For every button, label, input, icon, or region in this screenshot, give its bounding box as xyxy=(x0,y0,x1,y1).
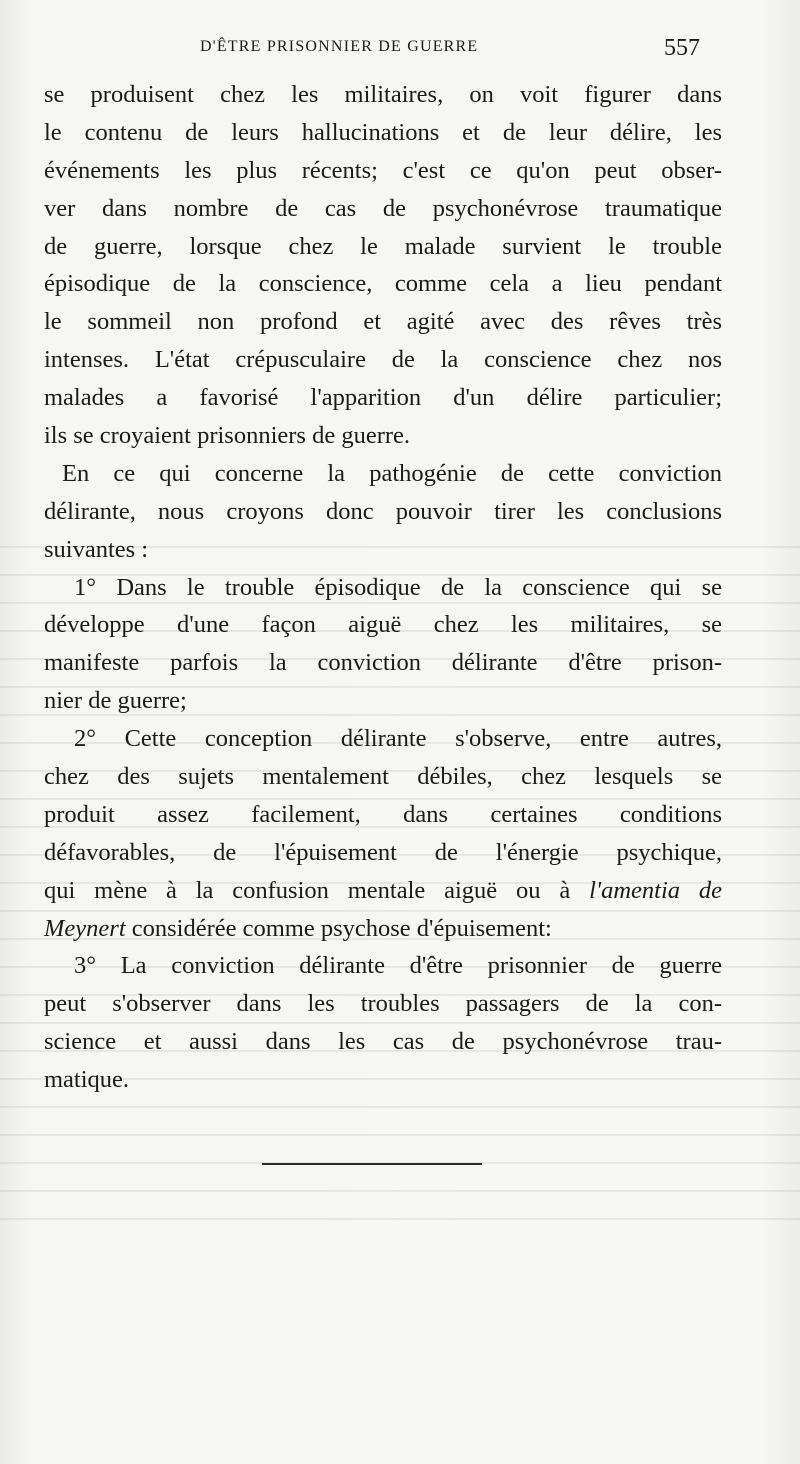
text-line: le contenu de leurs hallucinations et de leur délire, les xyxy=(44,118,722,146)
text-line: science et aussi dans les cas de psychonévrose trau- xyxy=(44,1028,722,1056)
page-header xyxy=(0,35,800,68)
page-number: 557 xyxy=(664,35,700,61)
text-line: développe d'une façon aiguë chez les militaires, se xyxy=(44,611,722,639)
text-line: défavorables, de l'épuisement de l'énergie psychique, xyxy=(44,838,722,866)
text-line: matique. xyxy=(44,1066,130,1094)
text-line xyxy=(44,910,722,948)
text-line: se produisent chez les militaires, on voit figurer dans xyxy=(44,81,722,108)
text-line: 3° La conviction délirante d'être prisonnier de guerre xyxy=(74,952,722,980)
text-line xyxy=(44,872,722,910)
italic-term: Meynert xyxy=(44,914,126,942)
text-line: ils se croyaient prisonniers de guerre. xyxy=(44,422,411,450)
text-line: malades a favorisé l'apparition d'un délire particulier; xyxy=(44,384,722,412)
text-line: intenses. L'état crépusculaire de la conscience chez nos xyxy=(44,346,722,374)
text-line: 1° Dans le trouble épisodique de la conscience qui se xyxy=(74,573,722,601)
closing-rule xyxy=(262,1163,482,1165)
text-line: le sommeil non profond et agité avec des rêves très xyxy=(44,308,722,336)
text-line: nier de guerre; xyxy=(44,687,187,715)
text-line: ver dans nombre de cas de psychonévrose traumatique xyxy=(44,194,722,222)
text-line: délirante, nous croyons donc pouvoir tirer les conclusions xyxy=(44,497,722,525)
text-line: En ce qui concerne la pathogénie de cette conviction xyxy=(62,459,722,487)
running-head: D'ÊTRE PRISONNIER DE GUERRE xyxy=(200,38,479,55)
text-line: événements les plus récents; c'est ce qu'on peut obser- xyxy=(44,156,722,184)
italic-term: l'amentia de xyxy=(589,876,723,904)
body-text xyxy=(44,76,722,1099)
text-segment: considérée comme psychose d'épuisement: xyxy=(125,914,552,942)
text-line: suivantes : xyxy=(44,535,149,563)
text-segment: qui mène à la confusion mentale aiguë ou à xyxy=(44,876,590,904)
text-line: produit assez facilement, dans certaines conditions xyxy=(44,800,722,828)
text-line: 2° Cette conception délirante s'observe, entre autres, xyxy=(74,725,722,753)
text-line: chez des sujets mentalement débiles, chez lesquels se xyxy=(44,763,722,791)
text-line: manifeste parfois la conviction délirante d'être prison- xyxy=(44,649,722,677)
text-line: épisodique de la conscience, comme cela a lieu pendant xyxy=(44,270,722,298)
text-line: peut s'observer dans les troubles passagers de la con- xyxy=(44,990,722,1018)
text-line: de guerre, lorsque chez le malade survient le trouble xyxy=(44,232,722,260)
